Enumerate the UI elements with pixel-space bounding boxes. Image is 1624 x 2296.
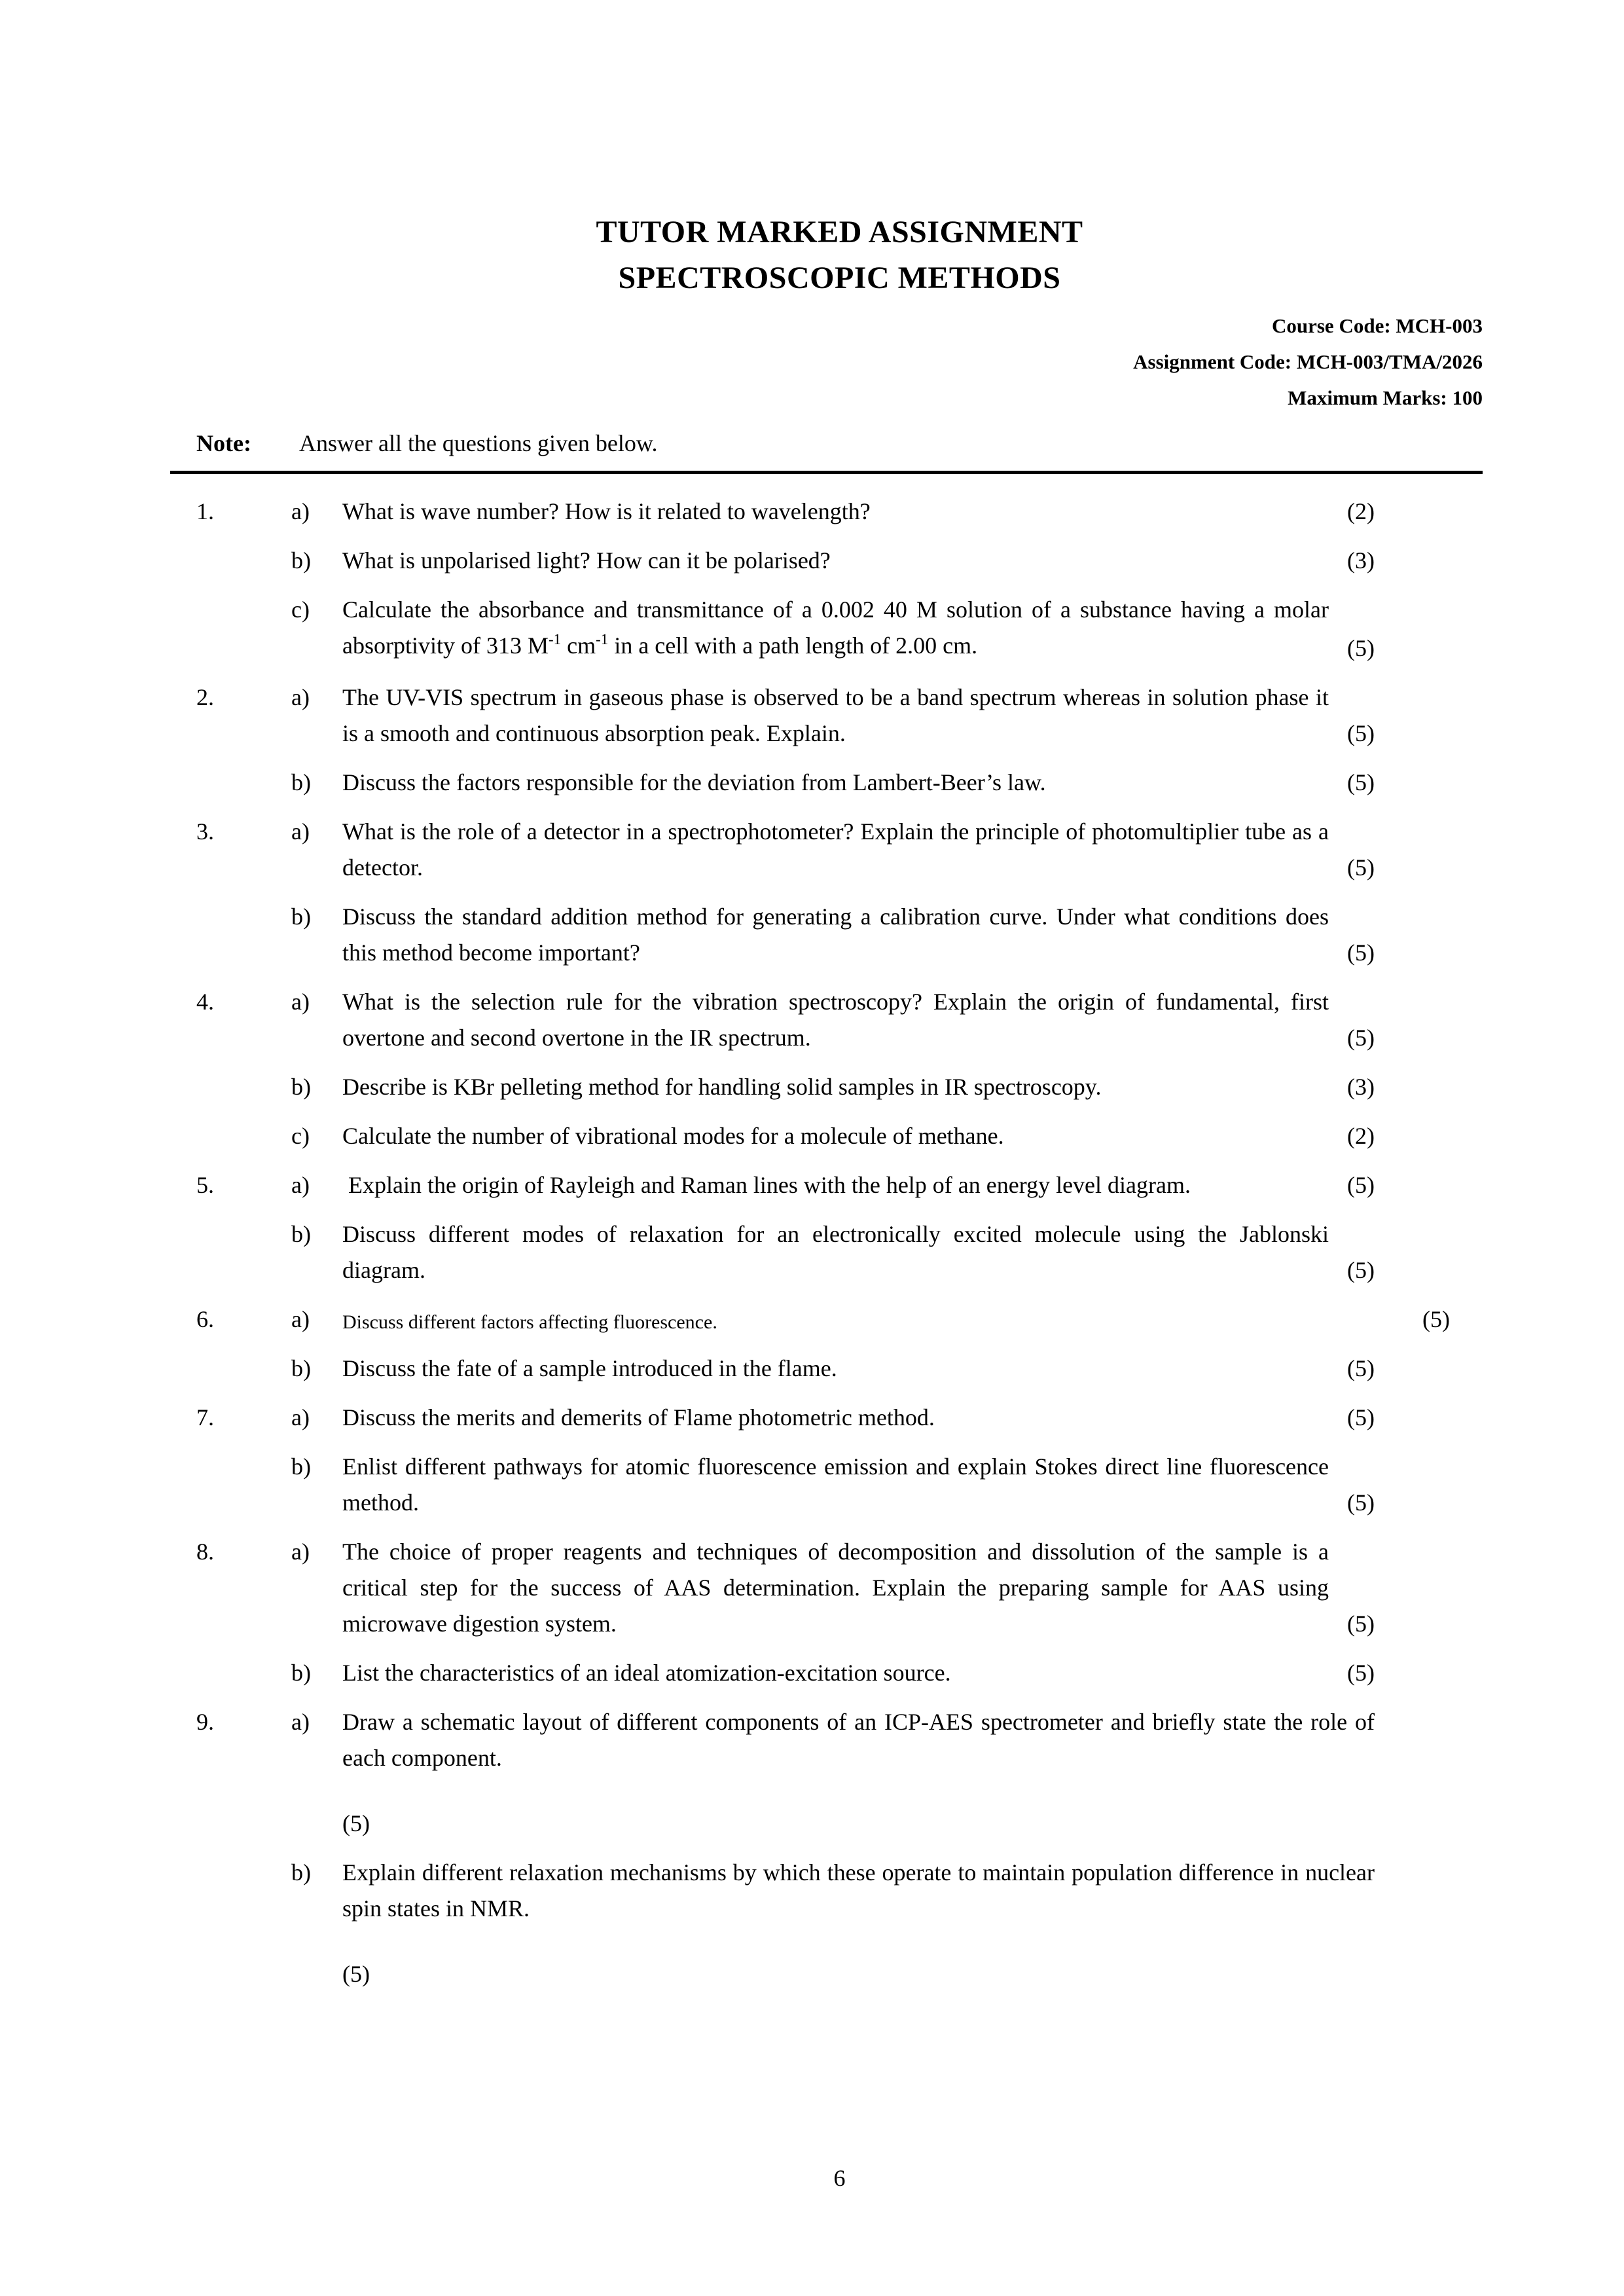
note-label: Note: — [196, 430, 251, 456]
question-number: 2. — [196, 684, 214, 710]
part-marks: (5) — [1347, 1257, 1375, 1283]
part-marks-row — [196, 1956, 1375, 1992]
questions-list — [196, 494, 1483, 1992]
question-number: 3. — [196, 818, 214, 845]
part-letter: a) — [291, 498, 310, 524]
part-text: List the characteristics of an ideal atomization-excitation source. — [342, 1660, 951, 1686]
question-part-row — [196, 1302, 1450, 1338]
note-text: Answer all the questions given below. — [299, 430, 658, 456]
page-number: 6 — [833, 2165, 846, 2191]
part-marks: (5) — [342, 1961, 370, 1987]
part-marks-row — [196, 1806, 1375, 1842]
part-marks: (5) — [1347, 1660, 1375, 1686]
part-text: Discuss different factors affecting fluorescence. — [342, 1311, 717, 1333]
superscript: -1 — [548, 631, 562, 647]
part-marks: (3) — [1347, 1074, 1375, 1100]
part-marks: (5) — [1347, 1025, 1375, 1051]
part-letter: a) — [291, 1172, 310, 1198]
part-text: Explain different relaxation mechanisms by which these operate to maintain population difference in nuclear spin states in NMR. — [342, 1859, 1375, 1922]
part-text: Discuss the factors responsible for the deviation from Lambert-Beer’s law. — [342, 769, 1046, 795]
question-3 — [196, 814, 1483, 971]
question-number: 9. — [196, 1709, 214, 1735]
question-number — [196, 1351, 291, 1387]
part-marks: (5) — [1347, 854, 1375, 881]
question-number: 4. — [196, 989, 214, 1015]
part-letter: b) — [291, 1074, 311, 1100]
question-part-row — [196, 899, 1375, 971]
part-marks: (5) — [1347, 635, 1375, 661]
question-6 — [196, 1302, 1483, 1387]
spacer — [291, 1806, 342, 1842]
question-number — [196, 1216, 291, 1288]
question-part-row — [196, 1216, 1375, 1288]
part-letter: b) — [291, 1221, 311, 1247]
spacer — [291, 1956, 342, 1992]
question-part-row — [196, 543, 1375, 579]
question-part-row — [196, 592, 1375, 666]
part-text: Calculate the absorbance and transmittance of a 0.002 40 M solution of a substance having a molar absorptivity of 313 $M^{-1}$ $cm^{-1}$ in a cell with a path length of 2.00 cm. — [342, 596, 1329, 659]
part-letter: b) — [291, 769, 311, 795]
part-text: Discuss the merits and demerits of Flame photometric method. — [342, 1404, 935, 1430]
question-1 — [196, 494, 1483, 666]
question-part-row — [196, 1400, 1375, 1436]
question-number: 1. — [196, 498, 214, 524]
question-9 — [196, 1704, 1483, 1992]
part-text: What is wave number? How is it related to wavelength? — [342, 498, 871, 524]
question-part-row — [196, 1855, 1375, 1927]
question-number: 5. — [196, 1172, 214, 1198]
question-5 — [196, 1167, 1483, 1288]
question-part-row — [196, 1449, 1375, 1521]
course-code: Course Code: MCH-003 — [1271, 314, 1483, 337]
part-marks: (5) — [1347, 1611, 1375, 1637]
question-part-row — [196, 680, 1375, 752]
question-part-row — [196, 1069, 1375, 1105]
part-text: Enlist different pathways for atomic fluorescence emission and explain Stokes direct line fluorescence method. — [342, 1453, 1329, 1516]
part-text: What is the role of a detector in a spectrophotometer? Explain the principle of photomultiplier tube as a detector. — [342, 818, 1329, 881]
page-subtitle: SPECTROSCOPIC METHODS — [618, 261, 1061, 295]
spacer — [196, 1956, 291, 1992]
part-letter: a) — [291, 684, 310, 710]
question-part-row — [196, 1655, 1375, 1691]
part-letter: a) — [291, 1404, 310, 1430]
part-marks: (2) — [1347, 1123, 1375, 1149]
question-number — [196, 1069, 291, 1105]
question-number — [196, 543, 291, 579]
part-marks: (5) — [1347, 939, 1375, 966]
question-part-row — [196, 494, 1375, 530]
question-part-row — [196, 1167, 1375, 1203]
part-letter: a) — [291, 818, 310, 845]
part-letter: c) — [291, 596, 310, 623]
part-letter: b) — [291, 1355, 311, 1381]
part-letter: a) — [291, 1539, 310, 1565]
question-number: 7. — [196, 1404, 214, 1430]
part-marks: (5) — [1347, 1355, 1375, 1381]
question-part-row — [196, 1704, 1375, 1776]
part-text: Discuss the fate of a sample introduced in the flame. — [342, 1355, 837, 1381]
part-marks: (2) — [1347, 498, 1375, 524]
part-text: Discuss different modes of relaxation for an electronically excited molecule using the Jablonski diagram. — [342, 1221, 1329, 1283]
question-part-row — [196, 984, 1375, 1056]
question-part-row — [196, 814, 1375, 886]
part-letter: a) — [291, 989, 310, 1015]
part-marks: (5) — [1422, 1306, 1450, 1332]
part-marks: (5) — [1347, 769, 1375, 795]
question-part-row — [196, 1534, 1375, 1642]
part-marks: (5) — [1347, 720, 1375, 746]
part-marks: (5) — [342, 1810, 370, 1836]
page-content — [196, 0, 1483, 2005]
question-part-row — [196, 765, 1375, 801]
question-number: 6. — [196, 1306, 214, 1332]
part-letter: b) — [291, 903, 311, 930]
maximum-marks: Maximum Marks: 100 — [1288, 386, 1483, 409]
part-text: Explain the origin of Rayleigh and Raman lines with the help of an energy level diagram. — [342, 1172, 1191, 1198]
question-number — [196, 1655, 291, 1691]
assignment-code: Assignment Code: MCH-003/TMA/2026 — [1133, 350, 1483, 373]
part-marks: (3) — [1347, 547, 1375, 574]
part-text: Describe is KBr pelleting method for handling solid samples in IR spectroscopy. — [342, 1074, 1102, 1100]
header-meta — [196, 308, 1483, 416]
question-number — [196, 765, 291, 801]
part-text: What is unpolarised light? How can it be polarised? — [342, 547, 831, 574]
spacer — [196, 1806, 291, 1842]
part-marks: (5) — [1347, 1404, 1375, 1430]
part-letter: b) — [291, 1453, 311, 1480]
question-number: 8. — [196, 1539, 214, 1565]
question-number — [196, 592, 291, 666]
question-number — [196, 1118, 291, 1154]
page-title: TUTOR MARKED ASSIGNMENT — [596, 215, 1083, 249]
part-text: Draw a schematic layout of different components of an ICP-AES spectrometer and briefly state the role of each component. — [342, 1709, 1375, 1771]
question-4 — [196, 984, 1483, 1154]
question-7 — [196, 1400, 1483, 1521]
part-letter: c) — [291, 1123, 310, 1149]
part-letter: a) — [291, 1306, 310, 1332]
part-letter: a) — [291, 1709, 310, 1735]
question-number — [196, 899, 291, 971]
question-8 — [196, 1534, 1483, 1691]
question-part-row — [196, 1351, 1375, 1387]
page-footer — [196, 2160, 1483, 2196]
part-text: The choice of proper reagents and techniques of decomposition and dissolution of the sample is a critical step for the success of AAS determination. Explain the preparing sample for AAS using microwave digestion system. — [342, 1539, 1329, 1637]
part-text: Discuss the standard addition method for generating a calibration curve. Under what conditions does this method become important? — [342, 903, 1329, 966]
question-number — [196, 1449, 291, 1521]
part-text: Calculate the number of vibrational modes for a molecule of methane. — [342, 1123, 1004, 1149]
question-number — [196, 1855, 291, 1927]
part-letter: b) — [291, 1660, 311, 1686]
part-text: What is the selection rule for the vibration spectroscopy? Explain the origin of fundamental, first overtone and second overtone in the IR spectrum. — [342, 989, 1329, 1051]
part-marks: (5) — [1347, 1489, 1375, 1516]
part-marks: (5) — [1347, 1172, 1375, 1198]
part-letter: b) — [291, 1859, 311, 1886]
note-row — [170, 426, 1483, 474]
superscript: -1 — [596, 631, 609, 647]
part-text: The UV-VIS spectrum in gaseous phase is observed to be a band spectrum whereas in solution phase it is a smooth and continuous absorption peak. Explain. — [342, 684, 1329, 746]
question-part-row — [196, 1118, 1375, 1154]
title-block — [196, 210, 1483, 301]
part-letter: b) — [291, 547, 311, 574]
question-2 — [196, 680, 1483, 801]
